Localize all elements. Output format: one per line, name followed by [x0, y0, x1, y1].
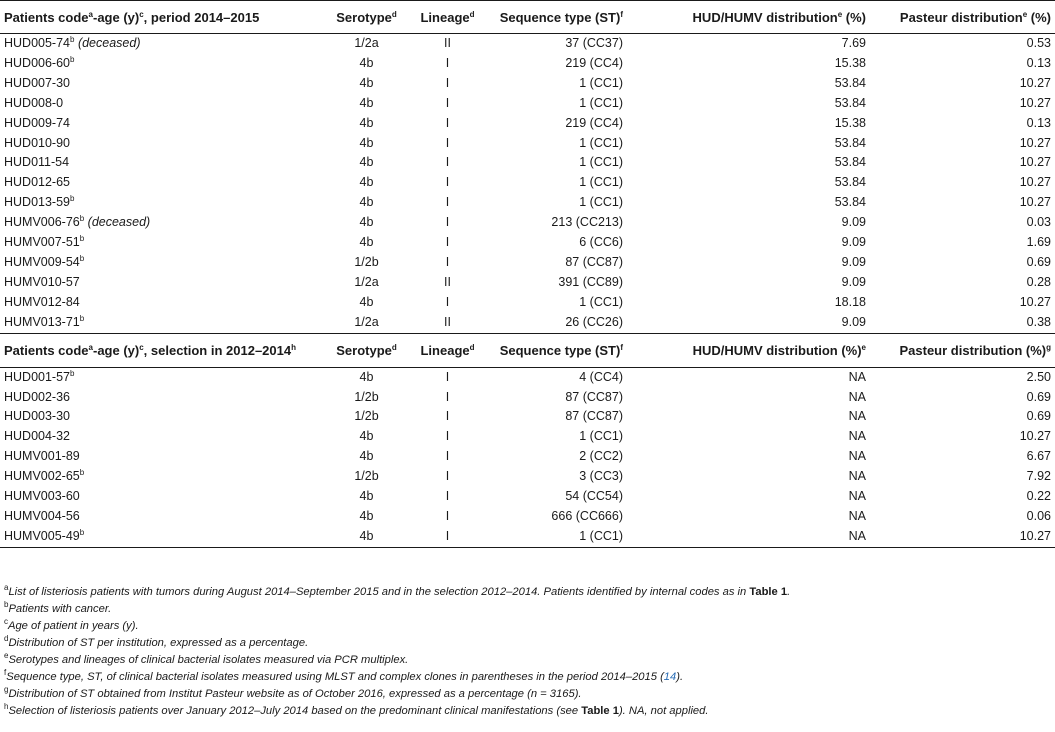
hud-distribution-cell: NA	[848, 469, 866, 484]
sequence-type-cell: 1 (CC1)	[579, 75, 623, 90]
sequence-type-cell: 2 (CC2)	[579, 449, 623, 464]
patient-code-cell: HUMV009-54$^b$	[4, 253, 85, 269]
serotype-cell: 4b	[359, 55, 374, 70]
pasteur-distribution-cell: 10.27	[1019, 135, 1051, 150]
table-row	[0, 253, 1055, 273]
sequence-type-cell: 4 (CC4)	[579, 369, 623, 384]
serotype-cell: 4b	[359, 75, 374, 90]
table-row	[0, 273, 1055, 293]
lineage-cell: I	[445, 469, 450, 484]
patient-code-cell: HUD007-30	[4, 75, 71, 90]
patient-code-cell: HUD002-36	[4, 389, 71, 404]
hud-distribution-cell: NA	[848, 389, 866, 404]
table-row	[0, 507, 1055, 527]
col-serotype-header: Serotype$^d$	[320, 1, 413, 34]
pasteur-distribution-cell: 1.69	[1026, 235, 1051, 250]
pasteur-distribution-cell: 6.67	[1026, 449, 1051, 464]
pasteur-distribution-cell: 10.27	[1019, 195, 1051, 210]
col-hud-distribution-header: HUD/HUMV distribution$^e$ (%)	[627, 1, 870, 34]
hud-distribution-cell: 9.09	[627, 313, 870, 333]
patient-code-cell: HUMV005-49$^b$	[0, 527, 320, 547]
table-row	[0, 527, 1055, 547]
sequence-type-cell: 54 (CC54)	[565, 489, 623, 504]
hud-distribution-cell: 9.09	[841, 254, 866, 269]
serotype-cell: 1/2b	[354, 389, 379, 404]
serotype-cell: 1/2b	[354, 254, 379, 269]
pasteur-distribution-cell: 10.27	[1019, 429, 1051, 444]
pasteur-distribution-cell: 10.27	[870, 527, 1055, 547]
sequence-type-cell: 1 (CC1)	[579, 175, 623, 190]
sequence-type-cell: 666 (CC666)	[551, 508, 623, 523]
patient-code-cell: HUD011-54	[4, 155, 70, 170]
lineage-cell: I	[445, 135, 450, 150]
hud-distribution-cell: NA	[848, 508, 866, 523]
serotype-cell: 4b	[359, 155, 374, 170]
table-row	[0, 293, 1055, 313]
patient-code-cell: HUD001-57$^b$	[4, 368, 75, 384]
hud-distribution-cell: 18.18	[834, 294, 866, 309]
serotype-cell: 4b	[359, 294, 374, 309]
patient-code-cell: HUMV003-60	[4, 489, 80, 504]
table1-header-row	[0, 1, 1055, 34]
patient-code-cell: HUD008-0	[4, 95, 64, 110]
patient-code-cell: HUD006-60$^b$	[4, 54, 75, 70]
sequence-type-cell: 391 (CC89)	[558, 274, 623, 289]
col-pasteur-distribution-header: Pasteur distribution$^e$ (%)	[870, 1, 1055, 34]
serotype-cell: 1/2a	[354, 274, 379, 289]
table-row	[0, 467, 1055, 487]
col-sequence-type-header-2: Sequence type (ST)$^f$	[482, 333, 627, 367]
hud-distribution-cell: NA	[848, 489, 866, 504]
patient-code-cell: HUMV002-65$^b$	[4, 468, 85, 484]
col-hud-distribution-header-2: HUD/HUMV distribution (%)$^e$	[627, 333, 870, 367]
footnote-d: $^d$Distribution of ST per institution, expressed as a percentage.	[4, 634, 309, 649]
patient-code-cell: HUD003-30	[4, 409, 71, 424]
sequence-type-cell: 1 (CC1)	[579, 429, 623, 444]
sequence-type-cell: 6 (CC6)	[579, 235, 623, 250]
pasteur-distribution-cell: 10.27	[1019, 294, 1051, 309]
table-row	[0, 114, 1055, 134]
serotype-cell: 1/2b	[354, 409, 379, 424]
col-lineage-header-2: Lineage$^d$	[413, 333, 482, 367]
patient-code-cell: HUD009-74	[4, 115, 71, 130]
lineage-cell: II	[413, 313, 482, 333]
table-row	[0, 487, 1055, 507]
sequence-type-cell: 1 (CC1)	[482, 527, 627, 547]
serotype-cell: 4b	[359, 369, 374, 384]
pasteur-distribution-cell: 0.13	[1026, 55, 1051, 70]
hud-distribution-cell: 15.38	[834, 55, 866, 70]
lineage-cell: I	[445, 75, 450, 90]
footnote-f: $^f$Sequence type, ST, of clinical bacterial isolates measured using MLST and complex clones in parentheses in the period 2014–2015 (14).	[4, 668, 684, 683]
patient-code-cell: HUMV004-56	[4, 508, 80, 523]
patient-code-cell: HUD005-74$^b$ (deceased)	[4, 35, 141, 50]
lineage-cell: I	[445, 254, 450, 269]
serotype-cell: 4b	[359, 135, 374, 150]
pasteur-distribution-cell: 0.22	[1026, 489, 1051, 504]
serotype-cell: 1/2b	[354, 469, 379, 484]
sequence-type-cell: 1 (CC1)	[579, 195, 623, 210]
pasteur-distribution-cell: 0.28	[1026, 274, 1051, 289]
patient-code-cell: HUD013-59$^b$	[4, 194, 75, 210]
serotype-cell: 4b	[359, 195, 374, 210]
col-pasteur-distribution-header-2: Pasteur distribution (%)$^g$	[870, 333, 1055, 367]
table-row	[0, 34, 1055, 54]
pasteur-distribution-cell: 0.69	[1026, 389, 1051, 404]
hud-distribution-cell: NA	[627, 527, 870, 547]
hud-distribution-cell: 7.69	[841, 36, 866, 50]
patient-code-cell: HUMV010-57	[4, 274, 80, 289]
patient-code-cell: HUD004-32	[4, 429, 71, 444]
hud-distribution-cell: 53.84	[834, 95, 866, 110]
footnote-c: $^c$Age of patient in years (y).	[4, 617, 139, 632]
serotype-cell: 4b	[359, 95, 374, 110]
lineage-cell: I	[445, 508, 450, 523]
col-sequence-type-header: Sequence type (ST)$^f$	[482, 1, 627, 34]
serotype-cell: 4b	[359, 235, 374, 250]
sequence-type-cell: 87 (CC87)	[565, 254, 623, 269]
serotype-cell: 4b	[320, 527, 413, 547]
sequence-type-cell: 213 (CC213)	[551, 215, 623, 230]
lineage-cell: I	[445, 55, 450, 70]
lineage-cell: I	[445, 489, 450, 504]
hud-distribution-cell: 15.38	[834, 115, 866, 130]
table2-header-row	[0, 333, 1055, 367]
col-patients-code-header-2: Patients code$^a$-age $(y)^c$, selection in 2012–2014$^h$	[0, 333, 320, 367]
pasteur-distribution-cell: 10.27	[1019, 95, 1051, 110]
sequence-type-cell: 219 (CC4)	[565, 115, 623, 130]
patient-code-cell: HUD010-90	[4, 135, 71, 150]
pasteur-distribution-cell: 10.27	[1019, 75, 1051, 90]
pasteur-distribution-cell: 0.38	[870, 313, 1055, 333]
patient-code-cell: HUMV007-51$^b$	[4, 234, 85, 250]
lineage-cell: I	[445, 369, 450, 384]
lineage-cell: II	[444, 36, 451, 50]
lineage-cell: I	[445, 294, 450, 309]
footnote-e: $^e$Serotypes and lineages of clinical bacterial isolates measured via PCR multiplex.	[4, 651, 409, 666]
pasteur-distribution-cell: 0.03	[1026, 215, 1051, 230]
lineage-cell: I	[445, 215, 450, 230]
sequence-type-cell: 87 (CC87)	[565, 389, 623, 404]
serotype-cell: 1/2a	[320, 313, 413, 333]
patient-code-cell: HUMV006-76$^b$ (deceased)	[4, 214, 151, 230]
lineage-cell: I	[445, 409, 450, 424]
pasteur-distribution-cell: 10.27	[1019, 155, 1051, 170]
hud-distribution-cell: 53.84	[834, 175, 866, 190]
footnote-h: $^h$Selection of listeriosis patients over January 2012–July 2014 based on the predominant clinical manifestations (see Table 1). NA, not applied.	[4, 702, 709, 717]
sequence-type-cell: 1 (CC1)	[579, 135, 623, 150]
col-patients-code-header: Patients code$^a$-age $(y)^c$, period 2014–2015	[0, 1, 320, 34]
hud-distribution-cell: NA	[848, 409, 866, 424]
lineage-cell: I	[445, 95, 450, 110]
table-row	[0, 407, 1055, 427]
serotype-cell: 4b	[359, 429, 374, 444]
sequence-type-cell: 1 (CC1)	[579, 294, 623, 309]
sequence-type-cell: 37 (CC37)	[565, 36, 623, 50]
pasteur-distribution-cell: 7.92	[1026, 469, 1051, 484]
serotype-cell: 4b	[359, 115, 374, 130]
patient-code-cell: HUMV012-84	[4, 294, 80, 309]
hud-distribution-cell: 9.09	[841, 215, 866, 230]
pasteur-distribution-cell: 2.50	[1026, 369, 1051, 384]
lineage-cell: I	[445, 429, 450, 444]
lineage-cell: I	[445, 235, 450, 250]
hud-distribution-cell: NA	[848, 369, 866, 384]
pasteur-distribution-cell: 0.69	[1026, 254, 1051, 269]
lineage-cell: I	[445, 449, 450, 464]
serotype-cell: 1/2a	[354, 36, 379, 50]
footnote-g: $^g$Distribution of ST obtained from Institut Pasteur website as of October 2016, expressed as a percentage (n = 3165).	[4, 685, 582, 700]
pasteur-distribution-cell: 0.53	[1026, 36, 1051, 50]
lineage-cell: II	[444, 274, 451, 289]
hud-distribution-cell: NA	[848, 429, 866, 444]
hud-distribution-cell: 9.09	[841, 274, 866, 289]
table-row	[0, 74, 1055, 94]
table-row	[0, 153, 1055, 173]
sequence-type-cell: 87 (CC87)	[565, 409, 623, 424]
table-row	[0, 134, 1055, 154]
serotype-cell: 4b	[359, 508, 374, 523]
table-row	[0, 367, 1055, 387]
table-row	[0, 313, 1055, 333]
table-row	[0, 94, 1055, 114]
serotype-cell: 4b	[359, 489, 374, 504]
table-row	[0, 193, 1055, 213]
table-row	[0, 54, 1055, 74]
table-row	[0, 233, 1055, 253]
patient-code-cell: HUD012-65	[4, 175, 71, 190]
serotype-cell: 4b	[359, 215, 374, 230]
table-row	[0, 447, 1055, 467]
pasteur-distribution-cell: 0.13	[1026, 115, 1051, 130]
pasteur-distribution-cell: 10.27	[1019, 175, 1051, 190]
table-row	[0, 388, 1055, 408]
hud-distribution-cell: 9.09	[841, 235, 866, 250]
patient-code-cell: HUMV001-89	[4, 449, 80, 464]
sequence-type-cell: 1 (CC1)	[579, 155, 623, 170]
hud-distribution-cell: 53.84	[834, 75, 866, 90]
sequence-type-cell: 1 (CC1)	[579, 95, 623, 110]
reference-14-link[interactable]: 14	[663, 671, 677, 683]
table1-body	[0, 34, 1055, 334]
table2-body	[0, 367, 1055, 547]
lineage-cell: I	[445, 155, 450, 170]
pasteur-distribution-cell: 0.69	[1026, 409, 1051, 424]
hud-distribution-cell: NA	[848, 449, 866, 464]
table-row	[0, 173, 1055, 193]
hud-distribution-cell: 53.84	[834, 135, 866, 150]
table-row	[0, 427, 1055, 447]
sequence-type-cell: 219 (CC4)	[565, 55, 623, 70]
footnote-a: $^a$List of listeriosis patients with tumors during August 2014–September 2015 and in the selection 2012–2014. Patients identified by internal codes as in Table 1.	[4, 583, 791, 598]
pasteur-distribution-cell: 0.06	[1026, 508, 1051, 523]
table-footnotes	[4, 584, 1049, 720]
hud-distribution-cell: 53.84	[834, 195, 866, 210]
lineage-cell: I	[445, 389, 450, 404]
sequence-type-cell: 3 (CC3)	[579, 469, 623, 484]
serotype-cell: 4b	[359, 175, 374, 190]
lineage-cell: I	[445, 195, 450, 210]
sequence-type-cell: 26 (CC26)	[482, 313, 627, 333]
lineage-cell: I	[445, 175, 450, 190]
lineage-cell: I	[413, 527, 482, 547]
patient-code-cell: HUMV013-71$^b$	[0, 313, 320, 333]
table-row	[0, 213, 1055, 233]
hud-distribution-cell: 53.84	[834, 155, 866, 170]
col-serotype-header-2: Serotype$^d$	[320, 333, 413, 367]
lineage-cell: I	[445, 115, 450, 130]
footnote-b: $^b$Patients with cancer.	[4, 600, 112, 615]
col-lineage-header: Lineage$^d$	[413, 1, 482, 34]
serotype-cell: 4b	[359, 449, 374, 464]
